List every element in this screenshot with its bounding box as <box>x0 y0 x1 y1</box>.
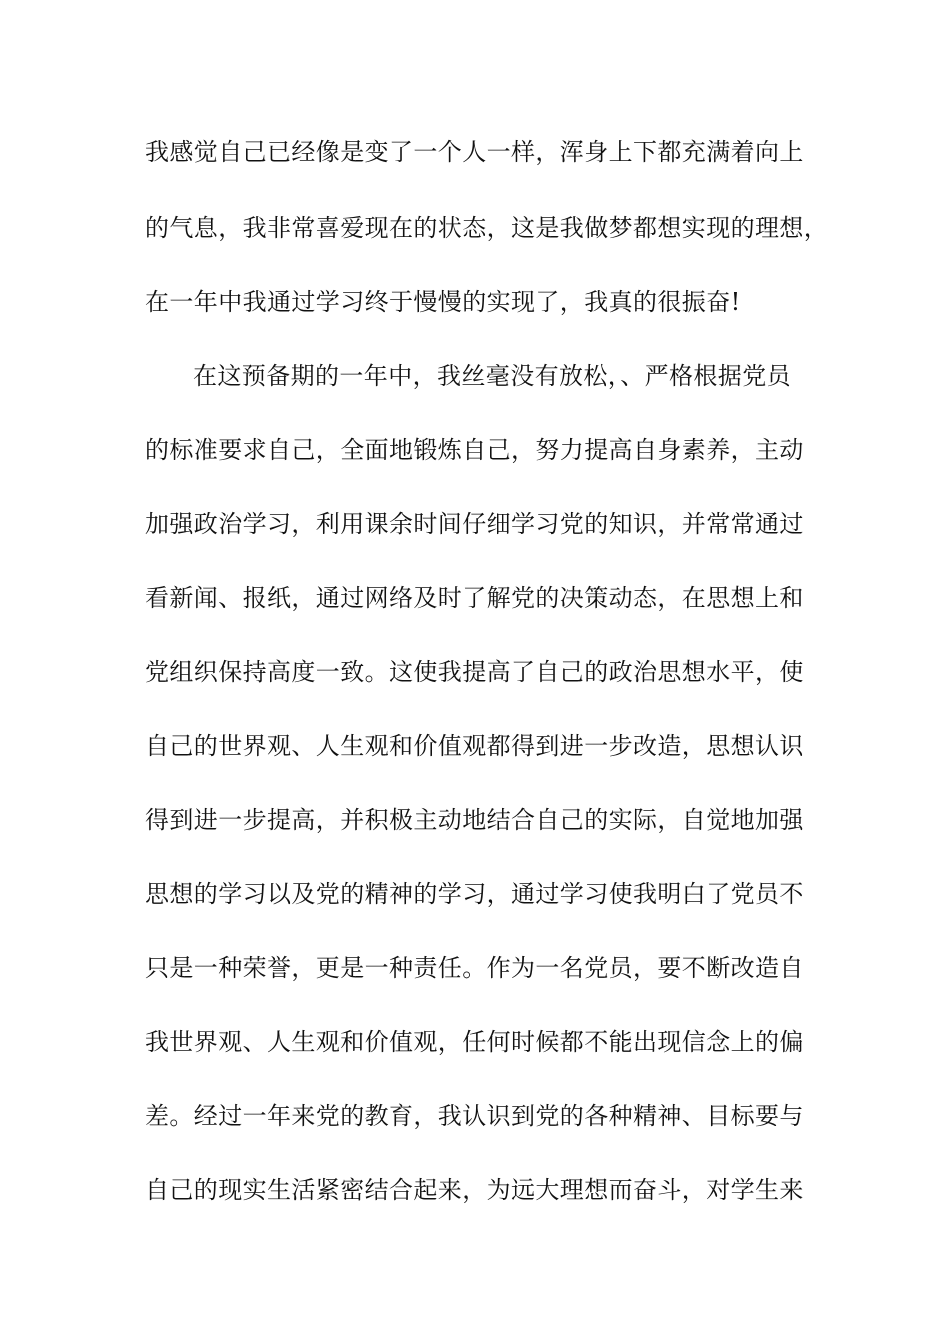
text-line: 的气息，我非常喜爱现在的状态，这是我做梦都想实现的理想， <box>145 214 829 242</box>
text-line: 看新闻、报纸，通过网络及时了解党的决策动态，在思想上和 <box>145 584 804 612</box>
text-line: 我世界观、人生观和价值观，任何时候都不能出现信念上的偏 <box>145 1028 804 1056</box>
text-line: 加强政治学习，利用课余时间仔细学习党的知识，并常常通过 <box>145 510 804 538</box>
text-line: 自己的现实生活紧密结合起来，为远大理想而奋斗，对学生来 <box>145 1176 804 1204</box>
text-line: 党组织保持高度一致。这使我提高了自己的政治思想水平，使 <box>145 658 804 686</box>
text-line: 得到进一步提高，并积极主动地结合自己的实际，自觉地加强 <box>145 806 804 834</box>
text-line: 差。经过一年来党的教育，我认识到党的各种精神、目标要与 <box>145 1102 804 1130</box>
text-line: 在一年中我通过学习终于慢慢的实现了，我真的很振奋! <box>145 288 741 316</box>
text-line: 只是一种荣誉，更是一种责任。作为一名党员，要不断改造自 <box>145 954 804 982</box>
text-line: 的标准要求自己，全面地锻炼自己，努力提高自身素养，主动 <box>145 436 804 464</box>
text-line: 自己的世界观、人生观和价值观都得到进一步改造，思想认识 <box>145 732 804 760</box>
paragraph-first-line: 在这预备期的一年中，我丝毫没有放松，、严格根据党员 <box>193 362 791 390</box>
text-line: 我感觉自己已经像是变了一个人一样，浑身上下都充满着向上 <box>145 138 804 166</box>
text-line: 思想的学习以及党的精神的学习，通过学习使我明白了党员不 <box>145 880 804 908</box>
